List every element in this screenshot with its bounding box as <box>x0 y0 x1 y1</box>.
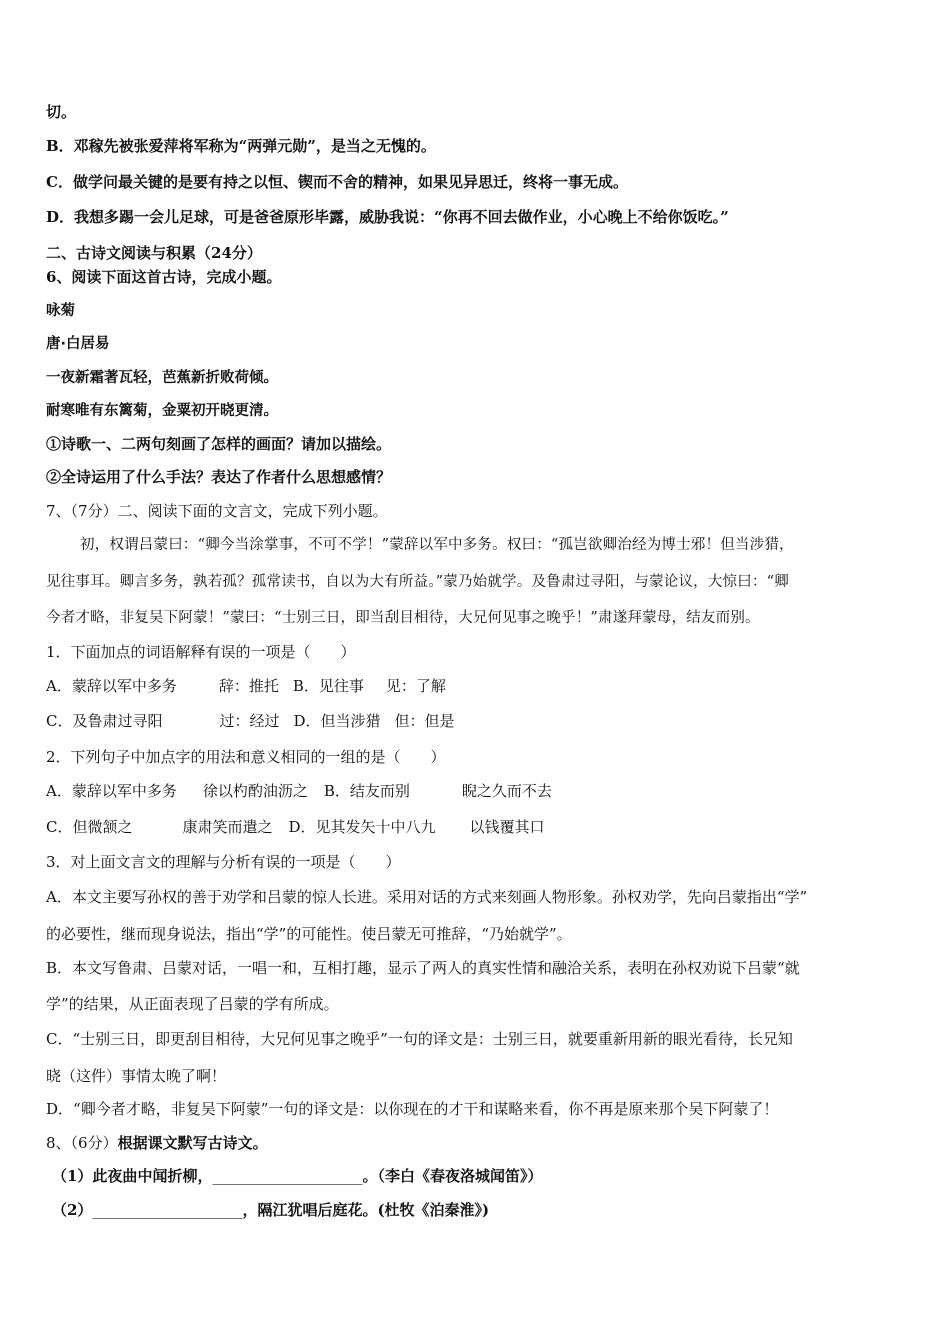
top-fragment: 切。 <box>46 103 77 121</box>
sq3-option-c-line-1: C．“士别三日，即更刮目相待，大兄何见事之晚乎”一句的译文是：士别三日，就要重新用新的眼光看待，长兄知 <box>46 1030 793 1048</box>
sq3-option-a-line-2: 的必要性，继而现身说法，指出“学”的可能性。使吕蒙无可推辞，“乃始就学”。 <box>46 925 572 943</box>
q8-item-2-prefix: （2） <box>52 1201 93 1219</box>
sq3-stem: 3．对上面文言文的理解与分析有误的一项是（ ） <box>46 853 401 871</box>
sq2-row-ab <box>46 781 552 801</box>
passage-line-2: 见往事耳。卿言多务，孰若孤？孤常读书，自以为大有所益。”蒙乃始就学。及鲁肃过寻阳，与蒙论议，大惊曰：“卿 <box>46 574 789 590</box>
q8-item-1-prefix: （1）此夜曲中闻折柳， <box>52 1167 213 1185</box>
sq2-option-d-1: D．见其发矢十中八九 <box>288 818 436 836</box>
sq2-option-b-1: B．结友而别 <box>323 782 410 800</box>
sq2-row-cd <box>46 817 545 837</box>
sq1-row-cd <box>46 711 455 731</box>
sq1-option-d-gloss: 但：但是 <box>394 712 455 730</box>
poem-line-1: 一夜新霜著瓦轻，芭蕉新折败荷倾。 <box>46 370 278 386</box>
section-2-title: 二、古诗文阅读与积累（24分） <box>46 244 262 262</box>
q7-stem: 7、（7分）二、阅读下面的文言文，完成下列小题。 <box>46 502 388 520</box>
sq1-option-b: B．见往事 <box>292 677 364 695</box>
sq1-option-a-gloss: 辞：推托 <box>218 677 279 695</box>
q8-stem-main: 根据课文默写古诗文。 <box>117 1134 268 1152</box>
passage-line-1: 初，权谓吕蒙曰：“卿今当涂掌事，不可不学！”蒙辞以军中多务。权曰：“孤岂欲卿治经为博士邪！但当涉猎， <box>80 537 794 553</box>
q6-stem: 6、阅读下面这首古诗，完成小题。 <box>46 268 282 286</box>
poem-author: 唐·白居易 <box>46 336 110 352</box>
sq3-option-b-line-1: B．本文写鲁肃、吕蒙对话，一唱一和，互相打趣，显示了两人的真实性情和融洽关系，表明在孙权劝说下吕蒙“就 <box>46 959 800 977</box>
sq2-option-a-2: 徐以杓酌油沥之 <box>202 782 308 800</box>
sq1-option-a: A．蒙辞以军中多务 <box>46 677 177 695</box>
poem-title: 咏菊 <box>46 303 75 319</box>
sq1-option-c-gloss: 过：经过 <box>219 712 280 730</box>
q8-item-2 <box>52 1200 489 1220</box>
q6-sub-question-1: ①诗歌一、二两句刻画了怎样的画面？请加以描绘。 <box>46 435 392 453</box>
sq1-option-c: C．及鲁肃过寻阳 <box>46 712 163 730</box>
sq2-option-c-2: 康肃笑而遣之 <box>182 818 273 836</box>
q8-item-2-blank: ____________________ <box>92 1201 243 1219</box>
sq1-option-b-gloss: 见：了解 <box>385 677 446 695</box>
sq2-option-a-1: A．蒙辞以军中多务 <box>46 782 177 800</box>
q8-item-2-suffix: ，隔江犹唱后庭花。(杜牧《泊秦淮》) <box>242 1201 490 1219</box>
sq2-stem: 2．下列句子中加点字的用法和意义相同的一组的是（ ） <box>46 748 446 766</box>
passage-line-3: 今者才略，非复吴下阿蒙！”蒙曰：“士别三日，即当刮目相待，大兄何见事之晚乎！”肃遂拜蒙母，结友而别。 <box>46 610 760 626</box>
q5-option-c: C．做学问最关键的是要有持之以恒、锲而不舍的精神，如果见异思迁，终将一事无成。 <box>46 173 628 191</box>
sq1-row-ab <box>46 676 446 696</box>
sq3-option-c-line-2: 晓（这件）事情太晚了啊！ <box>46 1067 227 1085</box>
sq3-option-b-line-2: 学”的结果，从正面表现了吕蒙的学有所成。 <box>46 995 339 1013</box>
q5-option-b: B．邓稼先被张爱萍将军称为“两弹元勋”，是当之无愧的。 <box>46 137 436 155</box>
q6-sub-question-2: ②全诗运用了什么手法？表达了作者什么思想感情？ <box>46 468 392 486</box>
sq2-option-b-2: 睨之久而不去 <box>461 782 552 800</box>
q8-stem-prefix: 8、（6分） <box>46 1134 118 1152</box>
q8-item-1-blank: ____________________ <box>212 1167 363 1185</box>
sq1-option-d: D．但当涉猎 <box>293 712 381 730</box>
sq2-option-d-2: 以钱覆其口 <box>469 818 545 836</box>
q5-option-d: D．我想多踢一会儿足球，可是爸爸原形毕露，威胁我说：“你再不回去做作业，小心晚上不给你饭吃。” <box>46 208 729 226</box>
sq1-stem: 1．下面加点的词语解释有误的一项是（ ） <box>46 643 356 661</box>
sq3-option-a-line-1: A．本文主要写孙权的善于劝学和吕蒙的惊人长进。采用对话的方式来刻画人物形象。孙权劝学，先向吕蒙指出“学” <box>46 888 808 906</box>
q8-item-1 <box>52 1166 542 1186</box>
poem-line-2: 耐寒唯有东篱菊，金粟初开晓更清。 <box>46 403 278 419</box>
sq3-option-d-line-1: D．“卿今者才略，非复吴下阿蒙”一句的译文是：以你现在的才干和谋略来看，你不再是原来那个吴下阿蒙了！ <box>46 1100 779 1118</box>
q8-item-1-suffix: 。（李白《春夜洛城闻笛》） <box>362 1167 543 1185</box>
sq2-option-c-1: C．但微颔之 <box>46 818 133 836</box>
q8-stem <box>46 1133 268 1153</box>
